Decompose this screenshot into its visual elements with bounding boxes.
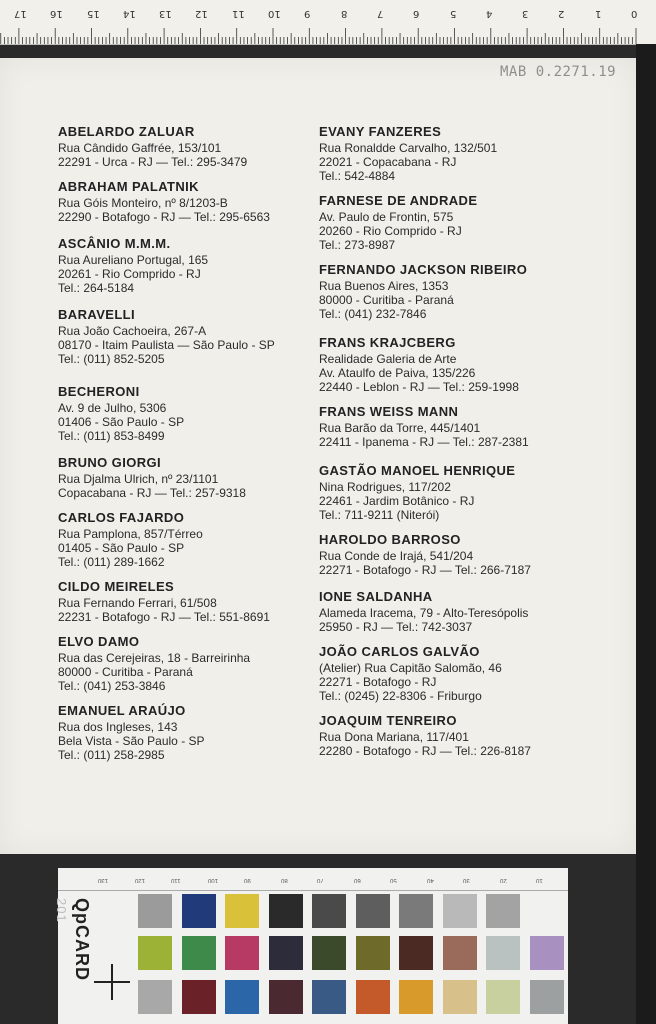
- artist-name: BARAVELLI: [58, 307, 136, 322]
- address-line: Rua Conde de Irajá, 541/204: [319, 549, 474, 563]
- color-swatch: [225, 980, 259, 1014]
- directory-entry: [319, 262, 589, 321]
- brand-name: QpCARD: [72, 898, 92, 981]
- directory-entry: [319, 644, 589, 703]
- artist-name: ABELARDO ZALUAR: [58, 124, 195, 139]
- color-swatch: [182, 894, 216, 928]
- card-scale-number: 70: [317, 877, 324, 883]
- address-line: Rua Ronaldde Carvalho, 132/501: [319, 141, 498, 155]
- address-line: Tel.: (011) 853-8499: [58, 429, 165, 443]
- document-page: [0, 58, 636, 854]
- card-scale-number: 130: [98, 877, 109, 883]
- card-scale-number: 90: [244, 877, 251, 883]
- artist-name: GASTÃO MANOEL HENRIQUE: [319, 463, 516, 478]
- color-swatch: [269, 936, 303, 970]
- directory-entry: [319, 404, 589, 449]
- crosshair-icon: [94, 964, 130, 1000]
- address-line: Tel.: (0245) 22-8306 - Friburgo: [319, 689, 482, 703]
- color-swatch: [399, 936, 433, 970]
- address-line: Av. Ataulfo de Paiva, 135/226: [319, 366, 476, 380]
- address-line: Rua Aureliano Portugal, 165: [58, 253, 209, 267]
- address-line: Rua das Cerejeiras, 18 - Barreirinha: [58, 651, 251, 665]
- top-ruler: [0, 0, 656, 45]
- ruler-ticks: [0, 0, 656, 44]
- color-swatch: [486, 980, 520, 1014]
- directory-entry: [319, 589, 589, 634]
- address-line: Tel.: (041) 232-7846: [319, 307, 427, 321]
- card-brand-logo: [54, 898, 92, 998]
- card-scale-number: 30: [463, 877, 470, 883]
- directory-entry: [319, 335, 589, 394]
- address-line: Nina Rodrigues, 117/202: [319, 480, 451, 494]
- address-line: 22411 - Ipanema - RJ — Tel.: 287-2381: [319, 435, 529, 449]
- artist-name: ABRAHAM PALATNIK: [58, 179, 199, 194]
- color-swatch: [443, 980, 477, 1014]
- address-line: 20261 - Rio Comprido - RJ: [58, 267, 201, 281]
- directory-entry: [58, 307, 328, 366]
- address-line: Tel.: 273-8987: [319, 238, 396, 252]
- artist-name: ASCÂNIO M.M.M.: [58, 236, 171, 251]
- color-swatch: [312, 980, 346, 1014]
- artist-name: JOÃO CARLOS GALVÃO: [319, 644, 480, 659]
- address-line: 22461 - Jardim Botânico - RJ: [319, 494, 475, 508]
- directory-entry: [319, 463, 589, 522]
- address-line: 01406 - São Paulo - SP: [58, 415, 185, 429]
- address-line: Rua dos Ingleses, 143: [58, 720, 178, 734]
- artist-name: BRUNO GIORGI: [58, 455, 162, 470]
- address-line: Alameda Iracema, 79 - Alto-Teresópolis: [319, 606, 529, 620]
- address-line: Av. Paulo de Frontin, 575: [319, 210, 454, 224]
- directory-entry: [58, 634, 328, 693]
- artist-name: EVANY FANZERES: [319, 124, 442, 139]
- artist-name: ELVO DAMO: [58, 634, 140, 649]
- color-swatch: [356, 980, 390, 1014]
- address-line: Rua Cândido Gaffrée, 153/101: [58, 141, 222, 155]
- card-scale-number: 20: [499, 877, 507, 883]
- address-line: Rua Pamplona, 857/Térreo: [58, 527, 203, 541]
- ruler-number: 15: [86, 8, 100, 19]
- artist-name: FARNESE DE ANDRADE: [319, 193, 478, 208]
- color-swatch: [138, 894, 172, 928]
- address-line: 20260 - Rio Comprido - RJ: [319, 224, 462, 238]
- color-swatch: [312, 936, 346, 970]
- directory-entry: [58, 124, 328, 169]
- artist-name: FRANS KRAJCBERG: [319, 335, 456, 350]
- address-line: Rua Góis Monteiro, nº 8/1203-B: [58, 196, 228, 210]
- card-scale-number: 80: [280, 877, 288, 883]
- address-line: 80000 - Curitiba - Paraná: [319, 293, 454, 307]
- color-swatch: [269, 980, 303, 1014]
- color-swatch: [486, 936, 520, 970]
- card-scale-number: 100: [207, 877, 218, 883]
- address-line: 25950 - RJ — Tel.: 742-3037: [319, 620, 473, 634]
- color-swatch: [356, 936, 390, 970]
- address-line: Rua João Cachoeira, 267-A: [58, 324, 207, 338]
- color-swatch: [225, 894, 259, 928]
- address-line: 22440 - Leblon - RJ — Tel.: 259-1998: [319, 380, 519, 394]
- address-line: Rua Barão da Torre, 445/1401: [319, 421, 481, 435]
- address-line: 22021 - Copacabana - RJ: [319, 155, 457, 169]
- address-line: Bela Vista - São Paulo - SP: [58, 734, 205, 748]
- card-scale-number: 60: [353, 877, 361, 883]
- directory-entry: [319, 713, 589, 758]
- address-line: 22280 - Botafogo - RJ — Tel.: 226-8187: [319, 744, 531, 758]
- address-line: Tel.: 542-4884: [319, 169, 396, 183]
- color-calibration-card: [54, 868, 568, 1024]
- ruler-number: 17: [13, 8, 27, 19]
- artist-name: FERNANDO JACKSON RIBEIRO: [319, 262, 528, 277]
- ruler-number: 5: [449, 8, 456, 19]
- address-line: Rua Buenos Aires, 1353: [319, 279, 449, 293]
- address-line: Copacabana - RJ — Tel.: 257-9318: [58, 486, 246, 500]
- ruler-number: 16: [50, 8, 63, 19]
- ruler-number: 0: [631, 8, 638, 19]
- artist-name: BECHERONI: [58, 384, 140, 399]
- color-swatch: [356, 894, 390, 928]
- artist-name: IONE SALDANHA: [319, 589, 433, 604]
- ruler-number: 7: [376, 8, 384, 19]
- color-swatch: [399, 980, 433, 1014]
- address-line: 22271 - Botafogo - RJ — Tel.: 266-7187: [319, 563, 531, 577]
- color-swatch: [182, 980, 216, 1014]
- brand-suffix: 201: [54, 898, 69, 923]
- address-line: Tel.: 711-9211 (Niterói): [319, 508, 440, 522]
- directory-entry: [58, 579, 328, 624]
- artist-name: CARLOS FAJARDO: [58, 510, 185, 525]
- card-scale-number: 10: [536, 877, 543, 883]
- color-swatch: [225, 936, 259, 970]
- color-swatch: [530, 980, 564, 1014]
- address-line: Rua Djalma Ulrich, nº 23/1101: [58, 472, 219, 486]
- card-scale: [58, 868, 568, 891]
- ruler-number: 14: [122, 8, 136, 19]
- color-swatch: [443, 894, 477, 928]
- color-swatch: [269, 894, 303, 928]
- directory-entry: [58, 236, 328, 295]
- left-column: [58, 124, 328, 762]
- address-line: 22290 - Botafogo - RJ — Tel.: 295-6563: [58, 210, 270, 224]
- address-line: (Atelier) Rua Capitão Salomão, 46: [319, 661, 502, 675]
- card-scale-number: 110: [171, 877, 181, 883]
- ruler-number: 12: [195, 8, 209, 19]
- address-line: Realidade Galeria de Arte: [319, 352, 457, 366]
- address-line: Tel.: (011) 258-2985: [58, 748, 165, 762]
- directory-entry: [319, 193, 589, 252]
- directory-entry: [58, 455, 328, 500]
- address-line: 22231 - Botafogo - RJ — Tel.: 551-8691: [58, 610, 270, 624]
- color-swatch: [399, 894, 433, 928]
- color-swatch: [182, 936, 216, 970]
- ruler-number: 11: [231, 8, 245, 19]
- color-swatch: [138, 980, 172, 1014]
- color-swatch: [530, 936, 564, 970]
- address-line: Tel.: 264-5184: [58, 281, 135, 295]
- ruler-number: 8: [340, 8, 347, 19]
- artist-name: JOAQUIM TENREIRO: [319, 713, 457, 728]
- scanner-edge: [636, 44, 656, 1024]
- color-swatch: [443, 936, 477, 970]
- artist-name: HAROLDO BARROSO: [319, 532, 461, 547]
- accession-stamp: MAB 0.2271.19: [500, 64, 617, 80]
- card-scale-number: 50: [390, 877, 397, 883]
- address-line: 08170 - Itaim Paulista — São Paulo - SP: [58, 338, 275, 352]
- address-line: Tel.: (011) 289-1662: [58, 555, 165, 569]
- artist-name: FRANS WEISS MANN: [319, 404, 459, 419]
- ruler-number: 10: [268, 8, 281, 19]
- directory-entry: [319, 124, 589, 183]
- address-line: Tel.: (011) 852-5205: [58, 352, 165, 366]
- ruler-number: 9: [304, 8, 311, 19]
- address-line: Av. 9 de Julho, 5306: [58, 401, 167, 415]
- ruler-number: 3: [522, 8, 529, 19]
- artist-name: CILDO MEIRELES: [58, 579, 175, 594]
- address-line: Tel.: (041) 253-3846: [58, 679, 166, 693]
- address-line: 22271 - Botafogo - RJ: [319, 675, 437, 689]
- color-swatch: [138, 936, 172, 970]
- ruler-number: 6: [413, 8, 420, 19]
- artist-name: EMANUEL ARAÚJO: [58, 703, 186, 718]
- directory-entry: [58, 384, 328, 443]
- address-line: Rua Dona Mariana, 117/401: [319, 730, 469, 744]
- ruler-number: 2: [558, 8, 565, 19]
- card-scale-number: 40: [426, 877, 434, 883]
- ruler-number: 13: [159, 8, 172, 19]
- directory-entry: [58, 703, 328, 762]
- color-swatch: [312, 894, 346, 928]
- address-line: Rua Fernando Ferrari, 61/508: [58, 596, 217, 610]
- ruler-number: 1: [594, 8, 602, 19]
- address-line: 80000 - Curitiba - Paraná: [58, 665, 193, 679]
- color-swatch: [486, 894, 520, 928]
- directory-entry: [319, 532, 589, 577]
- directory-entry: [58, 179, 328, 224]
- right-column: [319, 124, 589, 758]
- directory-entry: [58, 510, 328, 569]
- address-line: 22291 - Urca - RJ — Tel.: 295-3479: [58, 155, 248, 169]
- address-line: 01405 - São Paulo - SP: [58, 541, 185, 555]
- ruler-number: 4: [485, 8, 493, 19]
- card-scale-number: 120: [134, 877, 145, 883]
